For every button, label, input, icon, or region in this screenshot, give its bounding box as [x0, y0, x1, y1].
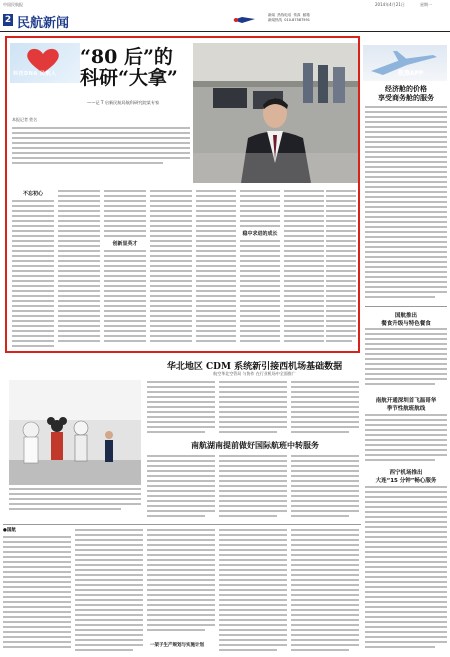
- section-title: 民航新闻: [17, 16, 70, 31]
- feature-subhead: 不忘初心: [22, 191, 43, 197]
- bottom-column-1: [3, 536, 71, 654]
- bottom-column-5: [291, 529, 359, 654]
- feature-byline: 本报记者 姓名: [12, 117, 38, 122]
- weekday: 星期一: [420, 2, 432, 7]
- hunan-column-3: [291, 455, 359, 520]
- bottom-column-2: [75, 529, 143, 654]
- page-number: 2: [4, 15, 12, 25]
- feature-column-8: [326, 190, 356, 348]
- feature-intro-paragraph: [12, 127, 190, 169]
- bottom-column-3: [147, 529, 215, 639]
- feature-column-6: [240, 190, 280, 348]
- sidebar-headline-line-2: 享受商务舱的服务: [378, 93, 434, 102]
- cdm-column-3: [291, 381, 359, 437]
- cdm-subhead: 航空华北空管局 与协作 在行业机场中全面推广: [213, 371, 296, 376]
- feature-subtitle: ——记 T 启新民航局航科研究院某专家: [87, 100, 160, 105]
- brief-headline: 西宁机场推出: [389, 470, 423, 476]
- feature-column-5: [196, 190, 236, 348]
- bottom-column-4: [219, 529, 287, 654]
- hunan-column-1: [147, 455, 215, 520]
- event-photo-caption: [9, 488, 141, 518]
- contact-item: 新闻: [268, 13, 275, 17]
- sidebar-brief-2: [365, 396, 447, 412]
- feature-subhead: 稳中求进的成长: [242, 231, 278, 237]
- feature-column-2: [58, 190, 100, 348]
- feature-column-7: [284, 190, 324, 348]
- brief-headline-sub: 餐食升级与特色餐食: [381, 321, 431, 327]
- feature-column-1: [12, 190, 54, 348]
- cdm-column-2: [219, 381, 287, 437]
- researcher-portrait-image: [193, 43, 358, 183]
- contact-item: 新闻热线: [268, 18, 282, 22]
- sidebar-brief-3: [365, 468, 447, 484]
- mascot-event-image: [9, 380, 141, 485]
- bottom-subhead: 一架子生产规划与实施计划: [150, 643, 204, 648]
- bottom-section-label: ●国航: [3, 528, 16, 533]
- hunan-column-2: [219, 455, 287, 520]
- sidebar-article: [365, 106, 447, 301]
- sidebar-brief-1: [365, 311, 447, 327]
- newspaper-logo-icon: [230, 13, 258, 27]
- contact-item: 传真: [293, 13, 301, 17]
- header-contacts: [268, 13, 446, 29]
- sidebar-brief-3-text: [365, 486, 447, 651]
- brief-headline-sub: 大连“15 分钟”畅心服务: [375, 478, 437, 484]
- contact-item: 热线电话: [277, 13, 292, 17]
- feature-logo-label: 科技DNA 民航人: [13, 71, 57, 77]
- headline-line-1: “80 后”的: [80, 46, 173, 68]
- feature-photo: [193, 43, 358, 183]
- feature-column-3: [104, 190, 146, 348]
- feature-headline: [80, 47, 178, 89]
- sidebar-headline: [368, 84, 444, 102]
- header-meta: [0, 0, 450, 10]
- sidebar-brief-1-text: [365, 328, 447, 390]
- brief-headline-sub: 季节性航班航线: [386, 406, 426, 412]
- paper-name: 中国民航报: [3, 2, 23, 7]
- sidebar-divider: [365, 306, 447, 307]
- cdm-column-1: [147, 381, 215, 437]
- sidebar-headline-line-1: 经济舱的价格: [385, 84, 427, 93]
- feature-column-4: [150, 190, 192, 348]
- bottom-divider: [3, 524, 361, 525]
- issue-date: 2014年4月21日: [375, 2, 405, 7]
- cdm-headline: 华北地区 CDM 系统新引接西机场基础数据: [166, 362, 343, 372]
- brief-headline: 国航推出: [394, 313, 417, 319]
- brief-headline: 南航开通深圳首飞温哥华: [375, 398, 437, 404]
- app-banner-label: 航旅APP: [398, 70, 424, 77]
- headline-line-2: 科研“大拿”: [80, 67, 178, 89]
- contact-item: 邮箱: [302, 13, 310, 17]
- hunan-headline: 南航湖南提前做好国际航班中转服务: [191, 440, 319, 450]
- feature-subhead: 创新显英才: [112, 241, 138, 247]
- sidebar-brief-2-text: [365, 414, 447, 464]
- event-photo: [9, 380, 141, 485]
- contact-item: 010-87587591: [284, 18, 310, 22]
